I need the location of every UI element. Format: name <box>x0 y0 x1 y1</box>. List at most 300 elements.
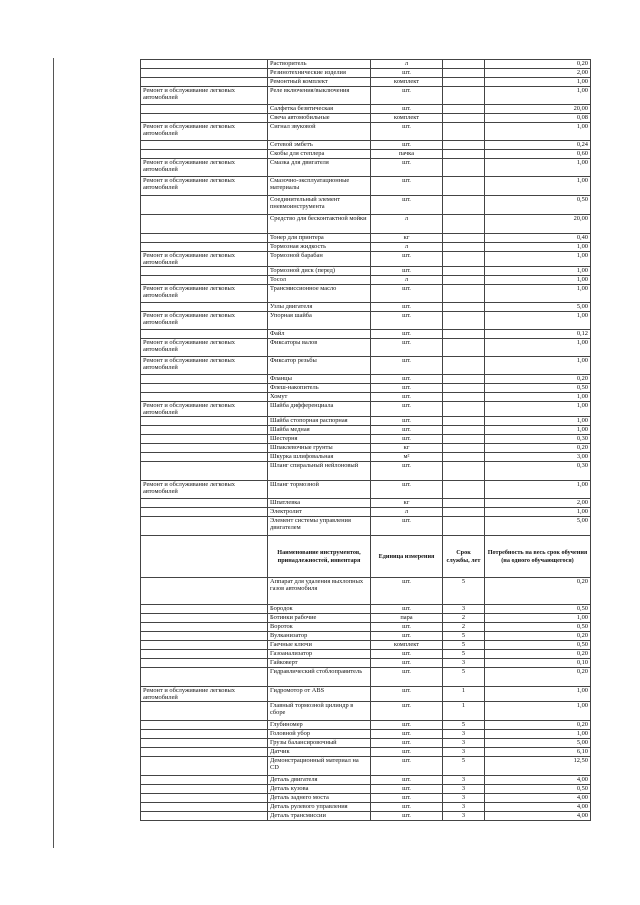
supplies-table <box>140 59 591 821</box>
row-life-empty <box>443 357 485 375</box>
row-name: Смазка для двигателя <box>268 159 371 177</box>
row-name: Шпаклевочные грунты <box>268 444 371 453</box>
row-unit: шт. <box>371 196 443 215</box>
material-row <box>141 517 591 536</box>
row-life-empty <box>443 508 485 517</box>
row-life-empty <box>443 417 485 426</box>
tool-row <box>141 785 591 794</box>
material-row <box>141 87 591 105</box>
row-name: Смазочно-эксплуатационные материалы <box>268 177 371 196</box>
row-qty: 5,00 <box>485 303 591 312</box>
row-life-empty <box>443 435 485 444</box>
row-life-empty <box>443 123 485 141</box>
row-name: Растворитель <box>268 60 371 69</box>
row-name: Шайба дифференциала <box>268 402 371 417</box>
row-qty: 6,10 <box>485 748 591 757</box>
row-name: Шестерня <box>268 435 371 444</box>
row-unit: шт. <box>371 812 443 821</box>
row-life-empty <box>443 453 485 462</box>
row-section <box>141 702 268 721</box>
row-unit: шт. <box>371 159 443 177</box>
row-qty: 0,30 <box>485 462 591 481</box>
row-section <box>141 499 268 508</box>
row-qty: 1,00 <box>485 252 591 267</box>
tool-row <box>141 605 591 614</box>
row-section <box>141 812 268 821</box>
row-section: Ремонт и обслуживание легковых автомобилей <box>141 687 268 702</box>
row-qty: 1,00 <box>485 687 591 702</box>
row-section <box>141 668 268 687</box>
row-section <box>141 393 268 402</box>
row-qty: 20,00 <box>485 105 591 114</box>
row-section <box>141 739 268 748</box>
row-unit: шт. <box>371 794 443 803</box>
row-life: 5 <box>443 578 485 605</box>
row-unit: шт. <box>371 748 443 757</box>
row-section <box>141 267 268 276</box>
row-unit: шт. <box>371 435 443 444</box>
row-section <box>141 384 268 393</box>
row-life-empty <box>443 150 485 159</box>
row-unit: л <box>371 243 443 252</box>
row-life-empty <box>443 105 485 114</box>
material-row <box>141 78 591 87</box>
row-life-empty <box>443 114 485 123</box>
tool-row <box>141 687 591 702</box>
row-qty: 1,00 <box>485 393 591 402</box>
row-name: Скобы для степлера <box>268 150 371 159</box>
row-section <box>141 196 268 215</box>
material-row <box>141 426 591 435</box>
material-row <box>141 177 591 196</box>
row-unit: шт. <box>371 339 443 357</box>
row-section: Ремонт и обслуживание легковых автомобилей <box>141 339 268 357</box>
row-life-empty <box>443 481 485 499</box>
page-margin-line <box>53 58 54 848</box>
row-qty: 1,00 <box>485 159 591 177</box>
row-unit: л <box>371 508 443 517</box>
row-qty: 0,20 <box>485 650 591 659</box>
row-qty: 0,20 <box>485 632 591 641</box>
row-life-empty <box>443 159 485 177</box>
row-section: Ремонт и обслуживание легковых автомобилей <box>141 87 268 105</box>
row-qty: 1,00 <box>485 87 591 105</box>
material-row <box>141 60 591 69</box>
row-section <box>141 141 268 150</box>
row-life: 3 <box>443 659 485 668</box>
row-section <box>141 60 268 69</box>
material-row <box>141 339 591 357</box>
header-unit: Единица измерения <box>371 536 443 578</box>
tool-row <box>141 748 591 757</box>
tool-row <box>141 668 591 687</box>
row-unit: шт. <box>371 105 443 114</box>
row-name: Тормозной диск (перед) <box>268 267 371 276</box>
row-qty: 1,00 <box>485 312 591 330</box>
tools-header-section <box>141 536 591 578</box>
row-qty: 0,10 <box>485 659 591 668</box>
row-name: Головной убор <box>268 730 371 739</box>
row-qty: 0,20 <box>485 578 591 605</box>
row-section <box>141 444 268 453</box>
row-unit: кг <box>371 499 443 508</box>
row-name: Деталь двигателя <box>268 776 371 785</box>
row-qty: 0,40 <box>485 234 591 243</box>
row-life-empty <box>443 78 485 87</box>
row-name: Гаечные ключи <box>268 641 371 650</box>
row-section <box>141 234 268 243</box>
row-name: Электролит <box>268 508 371 517</box>
row-name: Главный тормозной цилиндр в сборе <box>268 702 371 721</box>
material-row <box>141 444 591 453</box>
row-unit: шт. <box>371 605 443 614</box>
row-life: 1 <box>443 687 485 702</box>
row-section <box>141 730 268 739</box>
row-name: Аппарат для удаления выхлопных газов автомобиля <box>268 578 371 605</box>
row-qty: 0,50 <box>485 384 591 393</box>
row-name: Гидравлический стоблоправитель <box>268 668 371 687</box>
row-qty: 0,08 <box>485 114 591 123</box>
row-unit: шт. <box>371 462 443 481</box>
row-unit: шт. <box>371 417 443 426</box>
row-life-empty <box>443 330 485 339</box>
row-section <box>141 215 268 234</box>
row-section <box>141 105 268 114</box>
tools-header-row <box>141 536 591 578</box>
row-unit: кг <box>371 234 443 243</box>
row-unit: шт. <box>371 426 443 435</box>
row-unit: пара <box>371 614 443 623</box>
material-row <box>141 105 591 114</box>
row-unit: кг <box>371 444 443 453</box>
row-qty: 1,00 <box>485 339 591 357</box>
tool-row <box>141 650 591 659</box>
row-qty: 1,00 <box>485 402 591 417</box>
row-qty: 4,00 <box>485 794 591 803</box>
material-row <box>141 243 591 252</box>
row-name: Соединительный элемент пневмоинструмента <box>268 196 371 215</box>
row-name: Элемент системы управления двигателем <box>268 517 371 536</box>
row-qty: 1,00 <box>485 614 591 623</box>
row-qty: 0,50 <box>485 623 591 632</box>
row-unit: шт. <box>371 803 443 812</box>
row-qty: 0,30 <box>485 435 591 444</box>
row-unit: шт. <box>371 123 443 141</box>
row-unit: шт. <box>371 668 443 687</box>
row-section <box>141 803 268 812</box>
row-section <box>141 78 268 87</box>
row-section: Ремонт и обслуживание легковых автомобилей <box>141 252 268 267</box>
header-need: Потребность на весь срок обучения (на одного обучающегося) <box>485 536 591 578</box>
row-section <box>141 453 268 462</box>
row-section <box>141 785 268 794</box>
row-name: Деталь рулевого управления <box>268 803 371 812</box>
material-row <box>141 215 591 234</box>
row-name: Шланг спиральный нейлоновый <box>268 462 371 481</box>
row-name: Гидромотор от ABS <box>268 687 371 702</box>
material-row <box>141 417 591 426</box>
row-qty: 1,00 <box>485 508 591 517</box>
row-life: 5 <box>443 641 485 650</box>
material-row <box>141 508 591 517</box>
row-qty: 1,00 <box>485 426 591 435</box>
row-unit: комплект <box>371 78 443 87</box>
row-section <box>141 276 268 285</box>
material-row <box>141 499 591 508</box>
row-qty: 0,50 <box>485 785 591 794</box>
row-name: Шайба медная <box>268 426 371 435</box>
header-section-cell <box>141 536 268 578</box>
row-life-empty <box>443 303 485 312</box>
row-life: 2 <box>443 614 485 623</box>
row-qty: 4,00 <box>485 803 591 812</box>
row-section <box>141 623 268 632</box>
material-row <box>141 123 591 141</box>
row-qty: 12,50 <box>485 757 591 776</box>
row-section <box>141 776 268 785</box>
row-name: Ботинки рабочие <box>268 614 371 623</box>
row-life: 3 <box>443 794 485 803</box>
row-qty: 0,24 <box>485 141 591 150</box>
row-section <box>141 659 268 668</box>
row-unit: шт. <box>371 141 443 150</box>
tool-row <box>141 578 591 605</box>
row-qty: 5,00 <box>485 739 591 748</box>
row-section <box>141 794 268 803</box>
row-life-empty <box>443 196 485 215</box>
tool-row <box>141 739 591 748</box>
row-unit: шт. <box>371 384 443 393</box>
material-row <box>141 114 591 123</box>
row-life: 5 <box>443 757 485 776</box>
row-section: Ремонт и обслуживание легковых автомобилей <box>141 285 268 303</box>
row-qty: 0,50 <box>485 641 591 650</box>
row-unit: шт. <box>371 721 443 730</box>
row-name: Свеча автомобильные <box>268 114 371 123</box>
row-qty: 1,00 <box>485 243 591 252</box>
row-life-empty <box>443 69 485 78</box>
row-name: Вулканизатор <box>268 632 371 641</box>
row-life-empty <box>443 234 485 243</box>
row-qty: 1,00 <box>485 481 591 499</box>
row-unit: комплект <box>371 641 443 650</box>
row-section <box>141 426 268 435</box>
row-qty: 0,50 <box>485 196 591 215</box>
row-qty: 0,50 <box>485 605 591 614</box>
material-row <box>141 159 591 177</box>
material-row <box>141 435 591 444</box>
row-section <box>141 641 268 650</box>
row-life: 5 <box>443 632 485 641</box>
tool-row <box>141 702 591 721</box>
row-qty: 1,00 <box>485 357 591 375</box>
material-row <box>141 402 591 417</box>
header-name: Наименование инструментов, принадлежностей, инвентаря <box>268 536 371 578</box>
row-name: Тормозная жидкость <box>268 243 371 252</box>
row-life: 3 <box>443 748 485 757</box>
row-section: Ремонт и обслуживание легковых автомобилей <box>141 159 268 177</box>
row-unit: шт. <box>371 312 443 330</box>
row-name: Тосол <box>268 276 371 285</box>
row-section <box>141 114 268 123</box>
row-name: Шкурка шлифовальная <box>268 453 371 462</box>
row-section <box>141 632 268 641</box>
material-row <box>141 462 591 481</box>
row-name: Бородок <box>268 605 371 614</box>
tool-row <box>141 614 591 623</box>
row-unit: шт. <box>371 393 443 402</box>
material-row <box>141 481 591 499</box>
row-name: Салфетка безвтическая <box>268 105 371 114</box>
row-qty: 2,00 <box>485 499 591 508</box>
row-life: 3 <box>443 730 485 739</box>
row-life: 5 <box>443 650 485 659</box>
row-life-empty <box>443 517 485 536</box>
row-section <box>141 150 268 159</box>
row-unit: шт. <box>371 632 443 641</box>
row-life: 3 <box>443 739 485 748</box>
row-life: 3 <box>443 785 485 794</box>
material-row <box>141 453 591 462</box>
row-name: Деталь заднего моста <box>268 794 371 803</box>
row-unit: шт. <box>371 303 443 312</box>
row-life-empty <box>443 252 485 267</box>
row-unit: л <box>371 215 443 234</box>
row-section <box>141 650 268 659</box>
row-life-empty <box>443 312 485 330</box>
row-life: 2 <box>443 623 485 632</box>
material-row <box>141 384 591 393</box>
row-qty: 1,00 <box>485 276 591 285</box>
row-life-empty <box>443 243 485 252</box>
row-name: Трансмиссионное масло <box>268 285 371 303</box>
row-qty: 0,20 <box>485 375 591 384</box>
row-qty: 1,00 <box>485 702 591 721</box>
row-unit: шт. <box>371 687 443 702</box>
row-section <box>141 435 268 444</box>
row-unit: шт. <box>371 375 443 384</box>
row-life-empty <box>443 285 485 303</box>
row-unit: шт. <box>371 267 443 276</box>
row-qty: 0,60 <box>485 150 591 159</box>
row-section: Ремонт и обслуживание легковых автомобилей <box>141 123 268 141</box>
row-qty: 3,00 <box>485 453 591 462</box>
row-life-empty <box>443 402 485 417</box>
row-section: Ремонт и обслуживание легковых автомобилей <box>141 481 268 499</box>
tool-row <box>141 730 591 739</box>
row-name: Фиксаторы валов <box>268 339 371 357</box>
row-life-empty <box>443 177 485 196</box>
tool-row <box>141 641 591 650</box>
row-unit: шт. <box>371 739 443 748</box>
row-unit: шт. <box>371 69 443 78</box>
row-name: Газоанализатор <box>268 650 371 659</box>
row-unit: шт. <box>371 757 443 776</box>
row-unit: шт. <box>371 578 443 605</box>
tool-row <box>141 623 591 632</box>
row-life-empty <box>443 426 485 435</box>
row-qty: 1,00 <box>485 730 591 739</box>
row-section <box>141 757 268 776</box>
material-row <box>141 150 591 159</box>
row-life: 1 <box>443 702 485 721</box>
row-life-empty <box>443 60 485 69</box>
row-name: Грузы балансировочный <box>268 739 371 748</box>
tool-row <box>141 812 591 821</box>
header-life: Срок службы, лет <box>443 536 485 578</box>
row-name: Тонер для принтера <box>268 234 371 243</box>
row-life-empty <box>443 141 485 150</box>
row-qty: 4,00 <box>485 812 591 821</box>
row-qty: 0,12 <box>485 330 591 339</box>
material-row <box>141 234 591 243</box>
row-name: Сигнал звуковой <box>268 123 371 141</box>
row-unit: л <box>371 60 443 69</box>
material-row <box>141 69 591 78</box>
row-unit: шт. <box>371 177 443 196</box>
row-life-empty <box>443 276 485 285</box>
row-life-empty <box>443 267 485 276</box>
material-row <box>141 252 591 267</box>
row-qty: 1,00 <box>485 177 591 196</box>
row-unit: шт. <box>371 776 443 785</box>
material-row <box>141 196 591 215</box>
row-qty: 5,00 <box>485 517 591 536</box>
row-name: Датчик <box>268 748 371 757</box>
row-unit: шт. <box>371 285 443 303</box>
tool-row <box>141 803 591 812</box>
row-life-empty <box>443 499 485 508</box>
row-qty: 0,20 <box>485 60 591 69</box>
tool-row <box>141 776 591 785</box>
row-name: Сетевой эмбетъ <box>268 141 371 150</box>
tools-section <box>141 578 591 821</box>
row-name: Флеш-накопитель <box>268 384 371 393</box>
row-section <box>141 605 268 614</box>
row-section <box>141 517 268 536</box>
row-unit: шт. <box>371 87 443 105</box>
row-section <box>141 417 268 426</box>
row-life-empty <box>443 384 485 393</box>
material-row <box>141 375 591 384</box>
row-name: Тормозной барабан <box>268 252 371 267</box>
row-name: Фланцы <box>268 375 371 384</box>
row-section: Ремонт и обслуживание легковых автомобилей <box>141 177 268 196</box>
tool-row <box>141 659 591 668</box>
row-name: Узлы двигателя <box>268 303 371 312</box>
row-unit: шт. <box>371 481 443 499</box>
row-section: Ремонт и обслуживание легковых автомобилей <box>141 357 268 375</box>
row-name: Демонстрационный материал на CD <box>268 757 371 776</box>
row-name: Фиксатор резьбы <box>268 357 371 375</box>
row-section <box>141 748 268 757</box>
row-section <box>141 614 268 623</box>
row-qty: 4,00 <box>485 776 591 785</box>
row-name: Шланг тормозной <box>268 481 371 499</box>
row-life: 5 <box>443 668 485 687</box>
material-row <box>141 357 591 375</box>
row-unit: шт. <box>371 402 443 417</box>
row-name: Ремонтный комплект <box>268 78 371 87</box>
row-unit: шт. <box>371 730 443 739</box>
row-qty: 1,00 <box>485 285 591 303</box>
tool-row <box>141 794 591 803</box>
row-section <box>141 462 268 481</box>
row-unit: шт. <box>371 702 443 721</box>
row-name: Вороток <box>268 623 371 632</box>
tool-row <box>141 721 591 730</box>
tool-row <box>141 757 591 776</box>
